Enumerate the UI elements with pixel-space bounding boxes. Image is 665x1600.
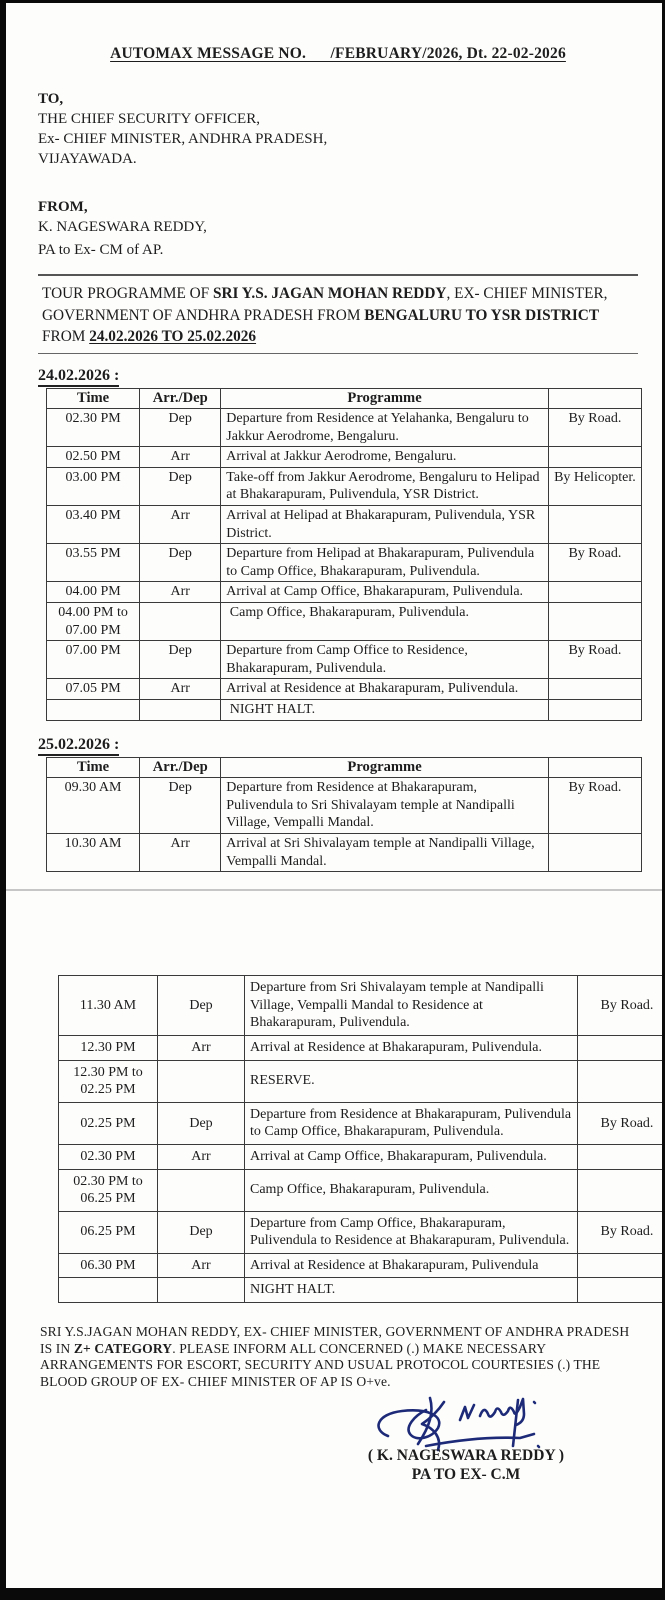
- day2-schedule-table: [46, 757, 642, 873]
- from-line-1: K. NAGESWARA REDDY,: [38, 219, 207, 235]
- cell-ad: Arr: [140, 506, 221, 544]
- day2-table-header: [47, 757, 642, 778]
- cell-mode: By Road.: [578, 1102, 663, 1144]
- schedule-row: [47, 679, 642, 700]
- schedule-row: [47, 582, 642, 603]
- cell-time: [47, 700, 140, 721]
- schedule-row: [47, 409, 642, 447]
- cell-mode: By Road.: [578, 1211, 663, 1253]
- day1-table-header: [47, 388, 642, 409]
- cell-time: 07.05 PM: [47, 679, 140, 700]
- cell-ad: Arr: [158, 1144, 245, 1169]
- cell-prog: Arrival at Jakkur Aerodrome, Bengaluru.: [221, 447, 549, 468]
- security-note: [40, 1324, 638, 1390]
- cell-ad: [158, 1060, 245, 1102]
- cell-prog: Departure from Camp Office to Residence, Bhakarapuram, Pulivendula.: [221, 641, 549, 679]
- divider-top: [38, 274, 638, 276]
- page-break-line: [6, 889, 662, 891]
- cell-ad: Dep: [140, 778, 221, 834]
- cell-mode: By Road.: [578, 976, 663, 1036]
- cell-time: 12.30 PM: [59, 1035, 158, 1060]
- subject-text-3: FROM: [42, 328, 90, 345]
- cell-time: 03.40 PM: [47, 506, 140, 544]
- cell-mode: [548, 506, 641, 544]
- cell-time: 07.00 PM: [47, 641, 140, 679]
- cell-prog: Take-off from Jakkur Aerodrome, Bengaluru to Helipad at Bhakarapuram, Pulivendula, YSR District.: [221, 467, 549, 505]
- to-line-2: Ex- CHIEF MINISTER, ANDHRA PRADESH,: [38, 131, 328, 147]
- day2-table-body: [47, 778, 642, 872]
- message-header-title: AUTOMAX MESSAGE NO. /FEBRUARY/2026, Dt. 22-02-2026: [110, 45, 566, 62]
- cell-prog: Arrival at Residence at Bhakarapuram, Pulivendula.: [245, 1035, 578, 1060]
- schedule-row: [59, 1253, 663, 1278]
- note-text-2: . PLEASE INFORM ALL CONCERNED (.) MAKE NECESSARY ARRANGEMENTS FOR ESCORT, SECURITY AND USUAL PROTOCOL COURTESIES (.) THE BLOOD GROUP OF EX- CHIEF MINISTER OF AP IS O+ve.: [40, 1340, 601, 1389]
- column-header-time: Time: [47, 388, 140, 409]
- from-block: [38, 197, 638, 260]
- cell-ad: Arr: [140, 447, 221, 468]
- schedule-row: [47, 700, 642, 721]
- cell-prog: Departure from Sri Shivalayam temple at Nandipalli Village, Vempalli Mandal to Residence at Bhakarapuram, Pulivendula.: [245, 976, 578, 1036]
- cell-prog: Departure from Camp Office, Bhakarapuram, Pulivendula to Residence at Bhakarapuram, Pulivendula.: [245, 1211, 578, 1253]
- cell-prog: Departure from Residence at Bhakarapuram, Pulivendula to Camp Office, Bhakarapuram, Pulivendula.: [245, 1102, 578, 1144]
- cell-time: 02.50 PM: [47, 447, 140, 468]
- cell-prog: Arrival at Residence at Bhakarapuram, Pulivendula: [245, 1253, 578, 1278]
- column-header-mode: [548, 757, 641, 778]
- schedule-row: [59, 1169, 663, 1211]
- note-category: Z+ CATEGORY: [73, 1340, 173, 1356]
- cell-prog: Departure from Residence at Yelahanka, Bengaluru to Jakkur Aerodrome, Bengaluru.: [221, 409, 549, 447]
- column-header-programme: Programme: [221, 388, 549, 409]
- cell-prog: NIGHT HALT.: [221, 700, 549, 721]
- cell-mode: By Road.: [548, 544, 641, 582]
- schedule-row: [47, 506, 642, 544]
- cell-mode: By Road.: [548, 641, 641, 679]
- cell-time: [59, 1278, 158, 1303]
- column-header-mode: [548, 388, 641, 409]
- cell-prog: Arrival at Camp Office, Bhakarapuram, Pulivendula.: [221, 582, 549, 603]
- schedule-row: [59, 1144, 663, 1169]
- cell-ad: [140, 603, 221, 641]
- signatory-name: ( K. NAGESWARA REDDY ): [367, 1447, 565, 1465]
- day2-continued-table-body: [59, 976, 663, 1303]
- day1-schedule-table: [46, 388, 642, 721]
- schedule-row: [59, 1211, 663, 1253]
- cell-time: 06.30 PM: [59, 1253, 158, 1278]
- cell-mode: [548, 447, 641, 468]
- cell-time: 03.00 PM: [47, 467, 140, 505]
- cell-time: 09.30 AM: [47, 778, 140, 834]
- cell-ad: Dep: [158, 1102, 245, 1144]
- cell-ad: [140, 700, 221, 721]
- to-label: TO,: [38, 91, 64, 107]
- cell-ad: Dep: [158, 1211, 245, 1253]
- cell-ad: Arr: [158, 1035, 245, 1060]
- cell-mode: [578, 1253, 663, 1278]
- cell-ad: Arr: [158, 1253, 245, 1278]
- cell-ad: Dep: [140, 544, 221, 582]
- cell-ad: Dep: [140, 409, 221, 447]
- cell-time: 06.25 PM: [59, 1211, 158, 1253]
- subject-text-2: , EX- CHIEF MINISTER, GOVERNMENT OF ANDHRA PRADESH FROM: [42, 285, 608, 324]
- subject-dates: 24.02.2026 TO 25.02.2026: [89, 328, 257, 345]
- cell-time: 11.30 AM: [59, 976, 158, 1036]
- cell-time: 10.30 AM: [47, 833, 140, 871]
- cell-time: 04.00 PM to 07.00 PM: [47, 603, 140, 641]
- cell-mode: [578, 1035, 663, 1060]
- table-header-row: [47, 388, 642, 409]
- cell-ad: Arr: [140, 833, 221, 871]
- signatory-block: [326, 1446, 606, 1484]
- table-header-row: [47, 757, 642, 778]
- schedule-row: [47, 447, 642, 468]
- cell-prog: Arrival at Sri Shivalayam temple at Nandipalli Village, Vempalli Mandal.: [221, 833, 549, 871]
- signatory-title: PA TO EX- C.M: [411, 1466, 521, 1484]
- day1-heading: 24.02.2026 :: [38, 367, 638, 385]
- cell-time: 03.55 PM: [47, 544, 140, 582]
- column-header-arrdep: Arr./Dep: [140, 388, 221, 409]
- message-header: [38, 45, 638, 63]
- from-line-2: PA to Ex- CM of AP.: [38, 242, 164, 258]
- cell-prog: Departure from Helipad at Bhakarapuram, Pulivendula to Camp Office, Bhakarapuram, Pulivendula.: [221, 544, 549, 582]
- cell-prog: Departure from Residence at Bhakarapuram, Pulivendula to Sri Shivalayam temple at Nandipalli Village, Vempalli Mandal.: [221, 778, 549, 834]
- note-text-1: SRI Y.S.JAGAN MOHAN REDDY, EX- CHIEF MINISTER, GOVERNMENT OF ANDHRA PRADESH IS IN: [40, 1324, 630, 1356]
- cell-prog: Arrival at Camp Office, Bhakarapuram, Pulivendula.: [245, 1144, 578, 1169]
- signature-area: [38, 1390, 638, 1500]
- cell-time: 02.30 PM to 06.25 PM: [59, 1169, 158, 1211]
- cell-mode: [578, 1144, 663, 1169]
- cell-mode: By Road.: [548, 778, 641, 834]
- cell-mode: [578, 1278, 663, 1303]
- from-label: FROM,: [38, 199, 88, 215]
- cell-prog: Camp Office, Bhakarapuram, Pulivendula.: [245, 1169, 578, 1211]
- cell-time: 02.25 PM: [59, 1102, 158, 1144]
- cell-prog: Arrival at Helipad at Bhakarapuram, Pulivendula, YSR District.: [221, 506, 549, 544]
- cell-ad: [158, 1169, 245, 1211]
- cell-prog: RESERVE.: [245, 1060, 578, 1102]
- cell-mode: [548, 700, 641, 721]
- cell-time: 12.30 PM to 02.25 PM: [59, 1060, 158, 1102]
- subject-person-name: SRI Y.S. JAGAN MOHAN REDDY: [213, 285, 447, 302]
- cell-prog: Camp Office, Bhakarapuram, Pulivendula.: [221, 603, 549, 641]
- schedule-row: [47, 641, 642, 679]
- divider-subject: [38, 353, 638, 354]
- cell-mode: By Road.: [548, 409, 641, 447]
- cell-time: 04.00 PM: [47, 582, 140, 603]
- subject-route: BENGALURU TO YSR DISTRICT: [364, 306, 600, 324]
- cell-mode: By Helicopter.: [548, 467, 641, 505]
- schedule-row: [47, 778, 642, 834]
- cell-ad: Arr: [140, 582, 221, 603]
- cell-mode: [548, 582, 641, 603]
- column-header-time: Time: [47, 757, 140, 778]
- subject-text-1: TOUR PROGRAMME OF: [42, 285, 213, 302]
- cell-mode: [578, 1169, 663, 1211]
- cell-time: 02.30 PM: [47, 409, 140, 447]
- schedule-row: [59, 1102, 663, 1144]
- schedule-row: [59, 1035, 663, 1060]
- day2-schedule-table-continued: [58, 975, 662, 1303]
- schedule-row: [47, 467, 642, 505]
- day2-heading: 25.02.2026 :: [38, 736, 638, 754]
- schedule-row: [47, 833, 642, 871]
- day1-table-body: [47, 409, 642, 721]
- schedule-row: [59, 1060, 663, 1102]
- letter-page: [6, 3, 662, 1588]
- column-header-programme: Programme: [221, 757, 549, 778]
- to-line-1: THE CHIEF SECURITY OFFICER,: [38, 111, 260, 127]
- cell-mode: [548, 679, 641, 700]
- subject-paragraph: [38, 283, 638, 348]
- column-header-arrdep: Arr./Dep: [140, 757, 221, 778]
- to-line-3: VIJAYAWADA.: [38, 151, 137, 167]
- cell-ad: Dep: [158, 976, 245, 1036]
- schedule-row: [59, 976, 663, 1036]
- cell-ad: Arr: [140, 679, 221, 700]
- schedule-row: [59, 1278, 663, 1303]
- schedule-row: [47, 603, 642, 641]
- cell-ad: [158, 1278, 245, 1303]
- cell-time: 02.30 PM: [59, 1144, 158, 1169]
- cell-mode: [548, 833, 641, 871]
- cell-mode: [548, 603, 641, 641]
- cell-ad: Dep: [140, 467, 221, 505]
- schedule-row: [47, 544, 642, 582]
- cell-prog: Arrival at Residence at Bhakarapuram, Pulivendula.: [221, 679, 549, 700]
- cell-prog: NIGHT HALT.: [245, 1278, 578, 1303]
- cell-ad: Dep: [140, 641, 221, 679]
- cell-mode: [578, 1060, 663, 1102]
- to-block: [38, 89, 638, 169]
